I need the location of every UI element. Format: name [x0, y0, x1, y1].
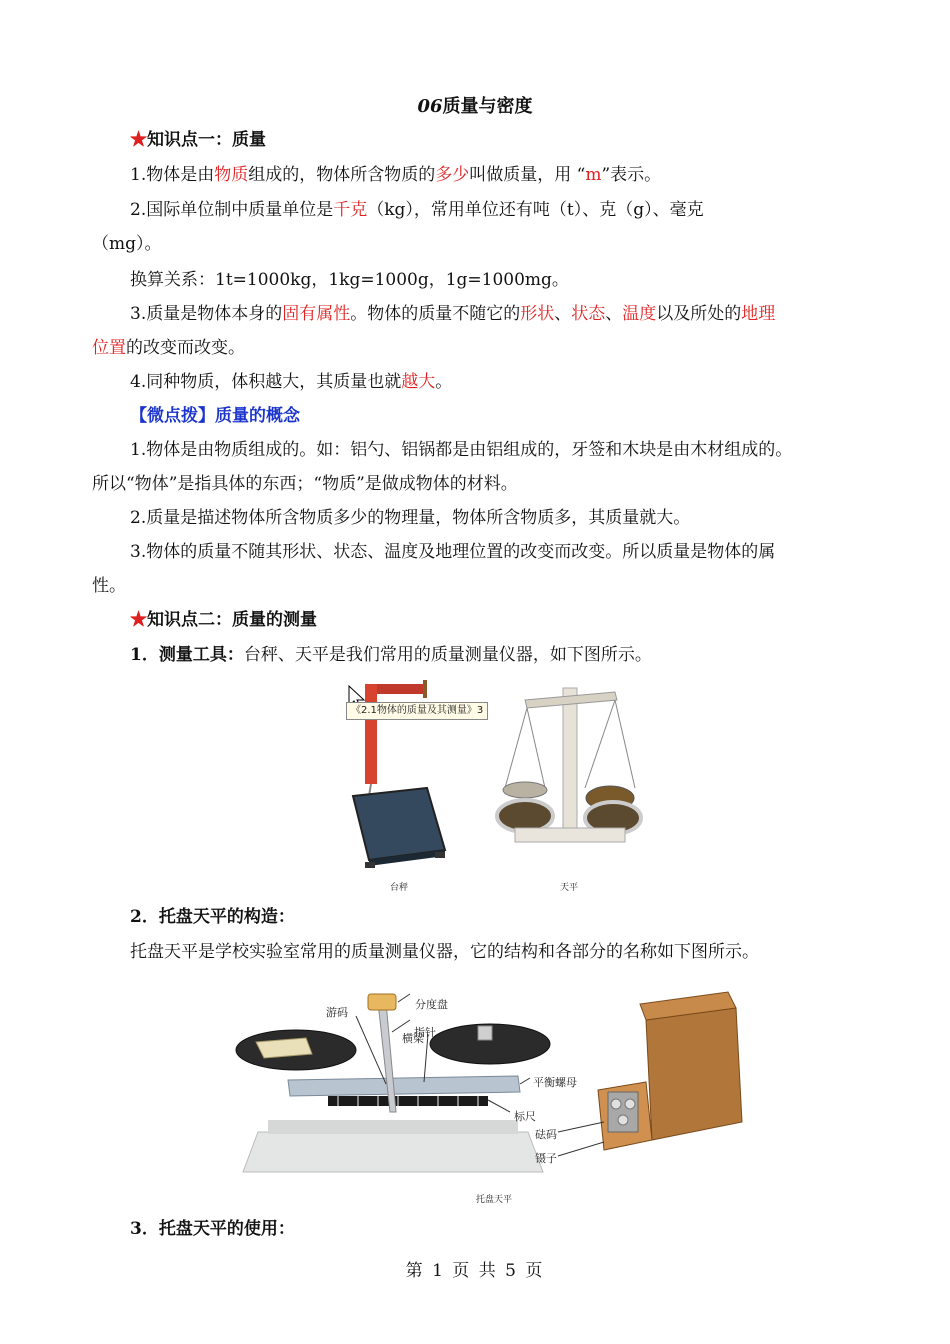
scale-bar: [328, 1096, 488, 1106]
text-run: 。物体的质量不随它的: [350, 304, 521, 324]
highlight: 温度: [622, 304, 657, 324]
leader-line: [488, 1100, 510, 1112]
balance-beam: [288, 1076, 520, 1096]
balance-image: [497, 688, 641, 842]
balance-hanger: [615, 700, 635, 788]
highlight: 位置: [92, 338, 126, 358]
caption-tray-balance: 托盘天平: [476, 1195, 513, 1205]
highlight: 多少: [435, 165, 470, 185]
balance-hanger: [527, 708, 545, 788]
section1-paragraph-5: [130, 370, 896, 394]
highlight: 形状: [520, 304, 555, 324]
section1-paragraph-2: [130, 198, 896, 222]
weight-tray: [608, 1092, 638, 1132]
pointer: [378, 1002, 396, 1112]
dial: [368, 994, 396, 1010]
tip-paragraph-1: 1.物体是由物质组成的。如：铝勺、铝锅都是由铝组成的，牙签和木块是由木材组成的。: [130, 440, 793, 460]
label-rider: 游码: [326, 1006, 348, 1019]
tip-paragraph-3-cont: 性。: [92, 576, 126, 596]
text-run: 组成的，物体所含物质的: [248, 165, 436, 185]
scale-column: [365, 684, 377, 784]
label-dial: 分度盘: [415, 998, 448, 1011]
section2-item-1: [130, 643, 896, 667]
section2-item-3: 3．托盘天平的使用：: [130, 1219, 295, 1239]
text-run: 4.同种物质，体积越大，其质量也就: [130, 372, 402, 392]
weight-piece: [625, 1099, 635, 1109]
title-text: 质量与密度: [442, 96, 533, 117]
section1-heading-text: 知识点一：质量: [147, 130, 266, 150]
tip-paragraph-3: 3.物体的质量不随其形状、状态、温度及地理位置的改变而改变。所以质量是物体的属: [130, 542, 776, 562]
highlight: 固有属性: [282, 304, 351, 324]
highlight: 越大: [401, 372, 436, 392]
tip-heading: 【微点拨】质量的概念: [130, 406, 300, 426]
section1-paragraph-4-cont: [92, 336, 858, 360]
item-text: 台秤、天平是我们常用的质量测量仪器，如下图所示。: [243, 645, 652, 665]
label-pointer: 指针: [414, 1026, 436, 1039]
tooltip: 《2.1物体的质量及其测量》3: [346, 702, 488, 720]
star-icon: ★: [130, 610, 147, 630]
balance-hanger: [585, 700, 615, 788]
text-run: （kg），常用单位还有吨（t）、克（g）、毫克: [367, 200, 704, 220]
highlight: 物质: [214, 165, 249, 185]
text-run: 以及所处的: [656, 304, 742, 324]
label-weights: 砝码: [535, 1128, 557, 1141]
text-run: 1.物体是由: [130, 165, 215, 185]
scale-wheel: [435, 852, 445, 858]
scale-wheel: [365, 862, 375, 868]
balance-base-top: [268, 1120, 518, 1134]
highlight: 地理: [741, 304, 776, 324]
balance-column: [563, 688, 577, 838]
leader-line: [558, 1122, 604, 1132]
item-label: 1．测量工具：: [130, 645, 244, 665]
scale-platform: [353, 788, 445, 860]
highlight: 状态: [571, 304, 606, 324]
balance-base: [243, 1132, 543, 1172]
section2-heading: [130, 608, 896, 632]
tip-paragraph-2: 2.质量是描述物体所含物质多少的物理量，物体所含物质多，其质量就大。: [130, 508, 691, 528]
section1-heading: [130, 128, 896, 152]
text-run: 。: [435, 372, 453, 392]
weight-box: [646, 1008, 742, 1140]
title-number: 06: [417, 96, 443, 117]
text-run: 叫做质量，用 “: [469, 165, 586, 185]
caption-platform-scale: 台秤: [390, 883, 409, 893]
leader-line: [520, 1078, 530, 1084]
section1-paragraph-3: 换算关系：1t=1000kg，1kg=1000g，1g=1000mg。: [130, 270, 569, 290]
label-scale: 标尺: [514, 1110, 536, 1123]
figure-tray-balance: [228, 972, 758, 1192]
leader-line: [558, 1142, 604, 1156]
caption-balance: 天平: [560, 883, 579, 893]
object-block: [256, 1038, 312, 1058]
weight-piece: [618, 1115, 628, 1125]
label-beam: 横梁: [402, 1032, 424, 1045]
section1-paragraph-1: [130, 163, 896, 187]
tip-paragraph-1-cont: 所以“物体”是指具体的东西；“物质”是做成物体的材料。: [92, 474, 518, 494]
balance-base-cup-left: [497, 800, 553, 832]
text-run: 的改变而改变。: [126, 338, 245, 358]
balance-hanger: [505, 708, 527, 788]
leader-line: [424, 1034, 428, 1082]
text-run: 、: [554, 304, 572, 324]
leader-line: [398, 994, 410, 1002]
section1-paragraph-4: [130, 302, 896, 326]
label-tweezers: 镊子: [535, 1152, 557, 1165]
label-balance-nut: 平衡螺母: [533, 1076, 577, 1089]
text-run: 、: [605, 304, 623, 324]
highlight: 千克: [333, 200, 368, 220]
document-title: [0, 92, 950, 118]
balance-base: [515, 828, 625, 842]
weight-piece: [611, 1099, 621, 1109]
section2-item-2-text: 托盘天平是学校实验室常用的质量测量仪器，它的结构和各部分的名称如下图所示。: [130, 942, 759, 962]
page-footer: 第 1 页 共 5 页: [405, 1261, 545, 1281]
section2-item-2: 2．托盘天平的构造：: [130, 907, 295, 927]
text-run: 3.质量是物体本身的: [130, 304, 283, 324]
text-run: 2.国际单位制中质量单位是: [130, 200, 334, 220]
weight-on-pan: [478, 1026, 492, 1040]
section2-heading-text: 知识点二：质量的测量: [147, 610, 317, 630]
section1-paragraph-2-cont: （mg）。: [92, 234, 162, 254]
scale-beam-post: [423, 680, 427, 698]
star-icon: ★: [130, 130, 147, 150]
balance-pan-left: [503, 782, 547, 798]
text-run: ”表示。: [601, 165, 662, 185]
highlight: m: [585, 165, 602, 185]
